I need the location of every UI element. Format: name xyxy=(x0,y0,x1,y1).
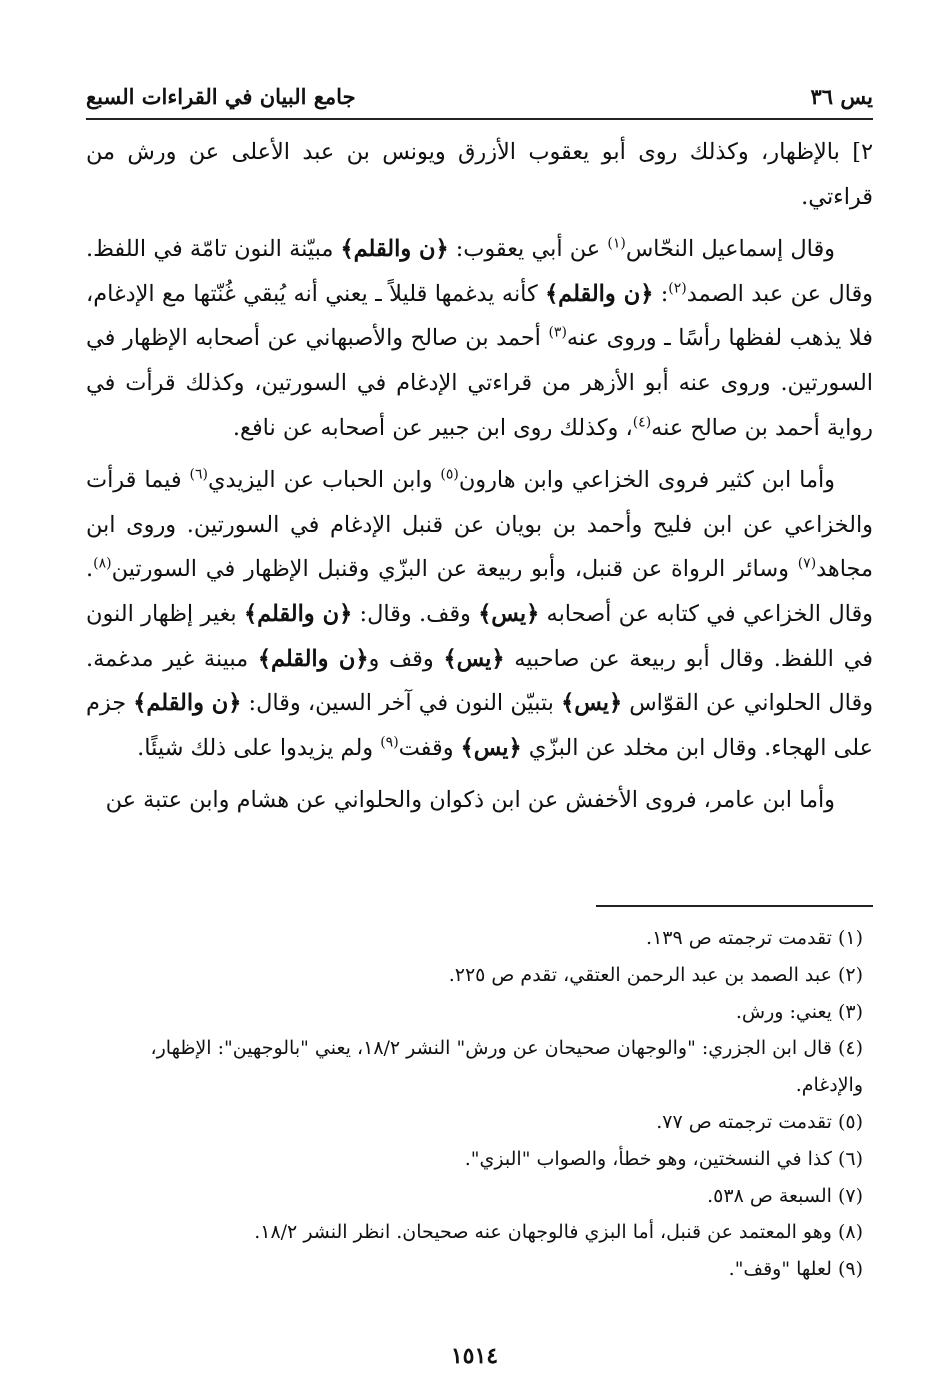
footnote-text: وهو المعتمد عن قنبل، أما البزي فالوجهان عنه صحيحان. انظر النشر ١٨/٢. xyxy=(254,1221,832,1244)
text-run: عن أبي يعقوب: xyxy=(448,236,608,263)
text-run: ، وكذلك روى ابن جبير عن أصحابه عن نافع. xyxy=(232,414,633,441)
footnote-ref-5[interactable]: (٥) xyxy=(440,466,459,483)
paragraph-1: ٢] بالإظهار، وكذلك روى أبو يعقوب الأزرق ويونس بن عبد الأعلى عن ورش من قراءتي. xyxy=(86,139,873,210)
quran-quote: ﴿ن والقلم﴾ xyxy=(243,600,353,627)
text-run: : xyxy=(653,280,669,307)
footnotes-section xyxy=(86,920,863,1288)
text-run: وقف. وقال: xyxy=(352,600,479,627)
footnote-9 xyxy=(86,1251,863,1288)
text-run: بتبيّن النون في آخر السين، وقال: xyxy=(241,690,562,717)
footnote-ref-3[interactable]: (٣) xyxy=(548,324,567,341)
text-run: وأما ابن كثير فروى الخزاعي وابن هارون xyxy=(458,467,835,494)
text-run: وقال إسماعيل النحّاس xyxy=(625,236,835,263)
footnote-ref-7[interactable]: (٧) xyxy=(797,555,817,572)
footnote-text: يعني: ورش. xyxy=(735,1000,832,1023)
footnote-number: (٨) xyxy=(837,1221,863,1244)
text-run: أحمد بن صالح والأصبهاني عن أصحابه الإظهار في السورتين. وروى عنه أبو الأزهر من قراءتي الإدغام في السورتين، وكذلك قرأت في رواية أحمد بن صالح عنه xyxy=(86,325,873,441)
paragraph-2 xyxy=(86,227,873,450)
footnote-number: (٥) xyxy=(837,1110,863,1133)
footnote-6 xyxy=(86,1141,863,1178)
header-surah: يس ٣٦ xyxy=(810,83,873,109)
header-rule xyxy=(86,118,873,120)
footnote-separator xyxy=(596,905,873,907)
text-run: جزم على الهجاء. وقال ابن مخلد عن البزّي xyxy=(86,690,873,761)
quran-quote: ﴿يس﴾ xyxy=(561,690,623,717)
footnote-ref-9[interactable]: (٩) xyxy=(380,734,399,751)
paragraph-4: وأما ابن عامر، فروى الأخفش عن ابن ذكوان والحلواني عن هشام وابن عتبة عن xyxy=(105,787,835,814)
footnote-number: (٦) xyxy=(837,1147,863,1170)
footnote-ref-1[interactable]: (١) xyxy=(607,235,626,252)
quran-quote: ﴿يس﴾ xyxy=(460,734,522,761)
footnote-ref-4[interactable]: (٤) xyxy=(632,414,652,431)
footnote-text: السبعة ص ٥٣٨. xyxy=(707,1184,832,1207)
text-run: وقفت xyxy=(398,734,461,761)
quran-quote: ﴿يس﴾ xyxy=(443,645,505,672)
footnote-3 xyxy=(86,994,863,1031)
footnote-number: (٩) xyxy=(837,1258,863,1281)
footnote-text: تقدمت ترجمته ص ١٣٩. xyxy=(646,927,832,949)
quran-quote: ﴿ن والقلم﴾ xyxy=(257,645,369,672)
text-run: فيما قرأت والخزاعي عن ابن فليح وأحمد بن بويان عن قنبل الإدغام في السورتين. وروى ابن مجاهد xyxy=(86,467,873,583)
footnote-4 xyxy=(86,1030,863,1104)
quran-quote: ﴿ن والقلم﴾ xyxy=(545,280,654,307)
running-header xyxy=(86,80,873,112)
footnote-text: قال ابن الجزري: "والوجهان صحيحان عن ورش" النشر ١٨/٢، يعني "بالوجهين": الإظهار، والإدغام. xyxy=(150,1037,863,1097)
footnote-text: كذا في النسختين، وهو خطأ، والصواب "البزي". xyxy=(464,1147,832,1170)
footnote-8 xyxy=(86,1214,863,1251)
footnote-number: (٤) xyxy=(837,1037,863,1060)
text-run: ولم يزيدوا على ذلك شيئًا. xyxy=(137,734,381,761)
footnote-ref-6[interactable]: (٦) xyxy=(189,466,208,483)
footnote-2 xyxy=(86,957,863,994)
footnote-text: تقدمت ترجمته ص ٧٧. xyxy=(656,1110,832,1133)
footnote-number: (٧) xyxy=(837,1184,863,1207)
footnote-number: (٣) xyxy=(837,1000,863,1023)
footnote-1 xyxy=(86,920,863,957)
footnote-text: لعلها "وقف". xyxy=(728,1258,832,1281)
page-number: ١٥١٤ xyxy=(450,1343,499,1369)
footnote-5 xyxy=(86,1104,863,1141)
text-run: وابن الحباب عن اليزيدي xyxy=(207,467,441,494)
footnote-ref-2[interactable]: (٢) xyxy=(668,280,687,297)
footnote-number: (١) xyxy=(837,927,863,949)
footnote-number: (٢) xyxy=(837,963,863,986)
quran-quote: ﴿ن والقلم﴾ xyxy=(133,690,242,717)
quran-quote: ﴿ن والقلم﴾ xyxy=(340,236,449,263)
text-run: بغير إظهار النون في اللفظ. وقال أبو ربيعة عن صاحبيه xyxy=(86,600,874,672)
text-run: . وقال الخزاعي في كتابه عن أصحابه xyxy=(86,556,873,627)
header-book-title: جامع البيان في القراءات السبع xyxy=(86,83,356,109)
footnote-7 xyxy=(86,1178,863,1215)
paragraph-3 xyxy=(86,458,873,770)
footnote-ref-8[interactable]: (٨) xyxy=(93,555,112,572)
text-run: كأنه يدغمها قليلاً ـ يعني أنه يُبقي غُنّتها مع الإدغام، فلا يذهب لفظها رأسًا ـ وروى عنه xyxy=(86,280,873,352)
footnote-text: عبد الصمد بن عبد الرحمن العتقي، تقدم ص ٢٢٥. xyxy=(448,963,832,986)
text-run: وسائر الرواة عن قنبل، وأبو ربيعة عن البزّي وقنبل الإظهار في السورتين xyxy=(111,556,798,583)
text-run: مبينة غير مدغمة. وقال الحلواني عن القوّاس xyxy=(86,645,874,717)
text-run: مبيّنة النون تامّة في اللفظ. وقال عن عبد الصمد xyxy=(86,236,873,307)
text-run: وقف و xyxy=(368,645,444,672)
quran-quote: ﴿يس﴾ xyxy=(478,600,540,627)
main-text xyxy=(86,130,873,831)
